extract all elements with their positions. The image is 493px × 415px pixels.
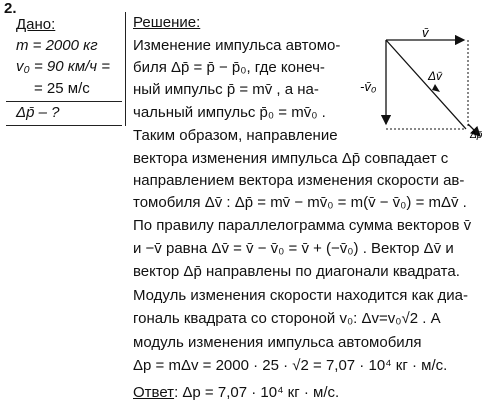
vector-diagram [360, 28, 490, 140]
solution-line: вектор Δp̄ направлены по диагонали квадрата. [133, 263, 460, 280]
solution-heading: Решение: [133, 14, 201, 31]
given-bottom-line [6, 125, 122, 126]
given-heading: Дано: [16, 16, 56, 33]
given-v0-si: = 25 м/с [34, 80, 90, 97]
answer-label: Ответ [133, 384, 175, 401]
given-v0: v₀ = 90 км/ч = [16, 58, 110, 75]
solution-line: вектора изменения импульса Δp̄ совпадает с [133, 150, 449, 167]
solution-line: Изменение импульса автомо- [133, 37, 341, 54]
solution-line: и −v̄ равна Δv̄ = v̄ − v̄₀ = v̄ + (−v̄₀) . Вектор Δv̄ и [133, 240, 454, 257]
solution-line: ный импульс p̄ = mv̄ , а на- [133, 81, 319, 98]
label-delta-v: Δv̄ [428, 69, 443, 83]
vector-delta-v [386, 40, 466, 129]
answer [133, 384, 339, 401]
solution-line: гональ квадрата со стороной v₀: Δv=v₀√2 . А [133, 310, 441, 327]
column-separator [125, 12, 126, 126]
solution-line: биля Δp̄ = p̄ − p̄₀, где конеч- [133, 59, 325, 76]
delta-v-arrowhead [432, 84, 440, 92]
solution-line: модуль изменения импульса автомобиля [133, 334, 422, 351]
label-minus-v0: -v̄₀ [360, 79, 377, 94]
label-v: v̄ [422, 28, 429, 40]
solution-line: томобиля Δv̄ : Δp̄ = mv̄ − mv̄₀ = m(v̄ − v̄₀) = mΔv̄ . [133, 194, 467, 211]
problem-number: 2. [4, 0, 17, 17]
solution-line: чальный импульс p̄₀ = mv̄₀ . [133, 104, 326, 121]
solution-line: По правилу параллелограмма сумма векторов v̄ [133, 217, 472, 234]
solution-line: направлением вектора изменения скорости ав- [133, 172, 465, 189]
given-mass: m = 2000 кг [16, 37, 98, 54]
solution-line: Модуль изменения скорости находится как диа- [133, 287, 469, 304]
solution-line: Таким образом, направление [133, 127, 338, 144]
given-find: Δp̄ – ? [16, 104, 60, 121]
given-divider [6, 101, 122, 102]
answer-value: : Δp = 7,07 · 10⁴ кг · м/с. [174, 384, 340, 401]
label-delta-p: Δp̄ [470, 130, 483, 140]
solution-line: Δp = mΔv = 2000 · 25 · √2 = 7,07 · 10⁴ кг · м/с. [133, 357, 448, 374]
